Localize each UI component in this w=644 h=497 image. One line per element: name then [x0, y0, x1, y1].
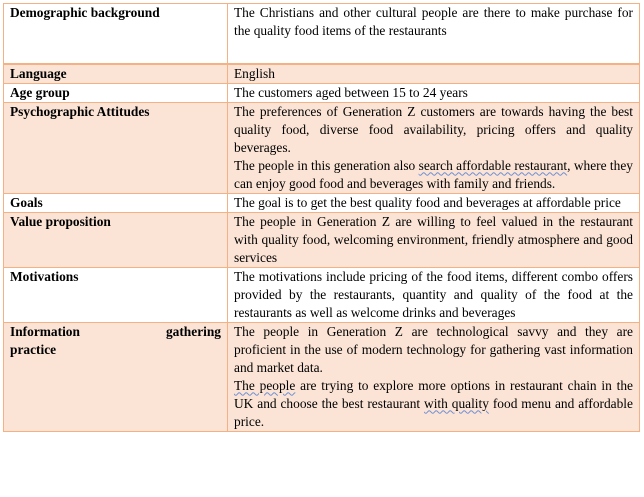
- label-line: practice: [10, 341, 57, 357]
- row-label-motivations: Motivations: [4, 267, 228, 322]
- table-row: [4, 64, 640, 84]
- spellcheck-underlined-text: The people: [234, 377, 296, 393]
- text-span: The people in this generation also: [234, 157, 419, 173]
- row-value-psychographic: [228, 102, 640, 193]
- row-value-motivations: [228, 267, 640, 322]
- text-span: , where they can enjoy good food and beverages with family and friends.: [234, 157, 633, 191]
- value-text: [234, 157, 633, 193]
- spellcheck-underlined-text: with quality: [424, 395, 489, 411]
- table-row: [4, 267, 640, 322]
- row-label-value-proposition: Value proposition: [4, 212, 228, 267]
- row-value-demographic: [228, 4, 640, 64]
- table-row: [4, 83, 640, 102]
- text-span: food menu and affordable price.: [234, 395, 633, 429]
- row-value-information-gathering: [228, 322, 640, 431]
- label-part: [10, 323, 221, 341]
- row-value-age-group: [228, 83, 640, 102]
- row-label-psychographic: Psychographic Attitudes: [4, 102, 228, 193]
- table-row: [4, 212, 640, 267]
- row-label-language: Language: [4, 64, 228, 84]
- value-text: The Christians and other cultural people are there to make purchase for the quality food items of the restaurants: [234, 5, 633, 38]
- row-value-goals: [228, 193, 640, 212]
- row-label-age-group: Age group: [4, 83, 228, 102]
- label-line: [10, 323, 221, 341]
- value-text: The people in Generation Z are willing to feel valued in the restaurant with quality food, welcoming environment, friendly atmosphere and good services: [234, 213, 633, 265]
- row-value-value-proposition: [228, 212, 640, 267]
- persona-table: [3, 3, 640, 432]
- text-span: are trying to explore more options in restaurant chain in the UK and choose the best restaurant: [234, 377, 634, 411]
- table-row: [4, 102, 640, 193]
- value-text: The goal is to get the best quality food and beverages at affordable price: [234, 194, 621, 210]
- label-word: gathering: [165, 323, 221, 339]
- row-label-information-gathering: [4, 322, 228, 431]
- value-text: English: [234, 65, 275, 81]
- value-text: The people in Generation Z are technological savvy and they are proficient in the use of modern technology for gathering vast information and market data.: [234, 323, 633, 375]
- table-row: [4, 4, 640, 64]
- table-row: [4, 193, 640, 212]
- value-text: [234, 377, 633, 431]
- spellcheck-underlined-text: search affordable restaurant: [418, 157, 568, 173]
- row-label-goals: Goals: [4, 193, 228, 212]
- row-label-demographic: Demographic background: [4, 4, 228, 64]
- label-word: Information: [10, 323, 80, 339]
- value-text: The customers aged between 15 to 24 years: [234, 84, 468, 100]
- value-text: The preferences of Generation Z customers are towards having the best quality food, diverse food availability, pricing offers and quality beverages.: [234, 103, 633, 155]
- table-row: [4, 322, 640, 431]
- value-text: The motivations include pricing of the food items, different combo offers provided by the restaurants, quantity and quality of the food at the restaurants as well as welcome drinks and beverages: [234, 268, 633, 320]
- row-value-language: [228, 64, 640, 84]
